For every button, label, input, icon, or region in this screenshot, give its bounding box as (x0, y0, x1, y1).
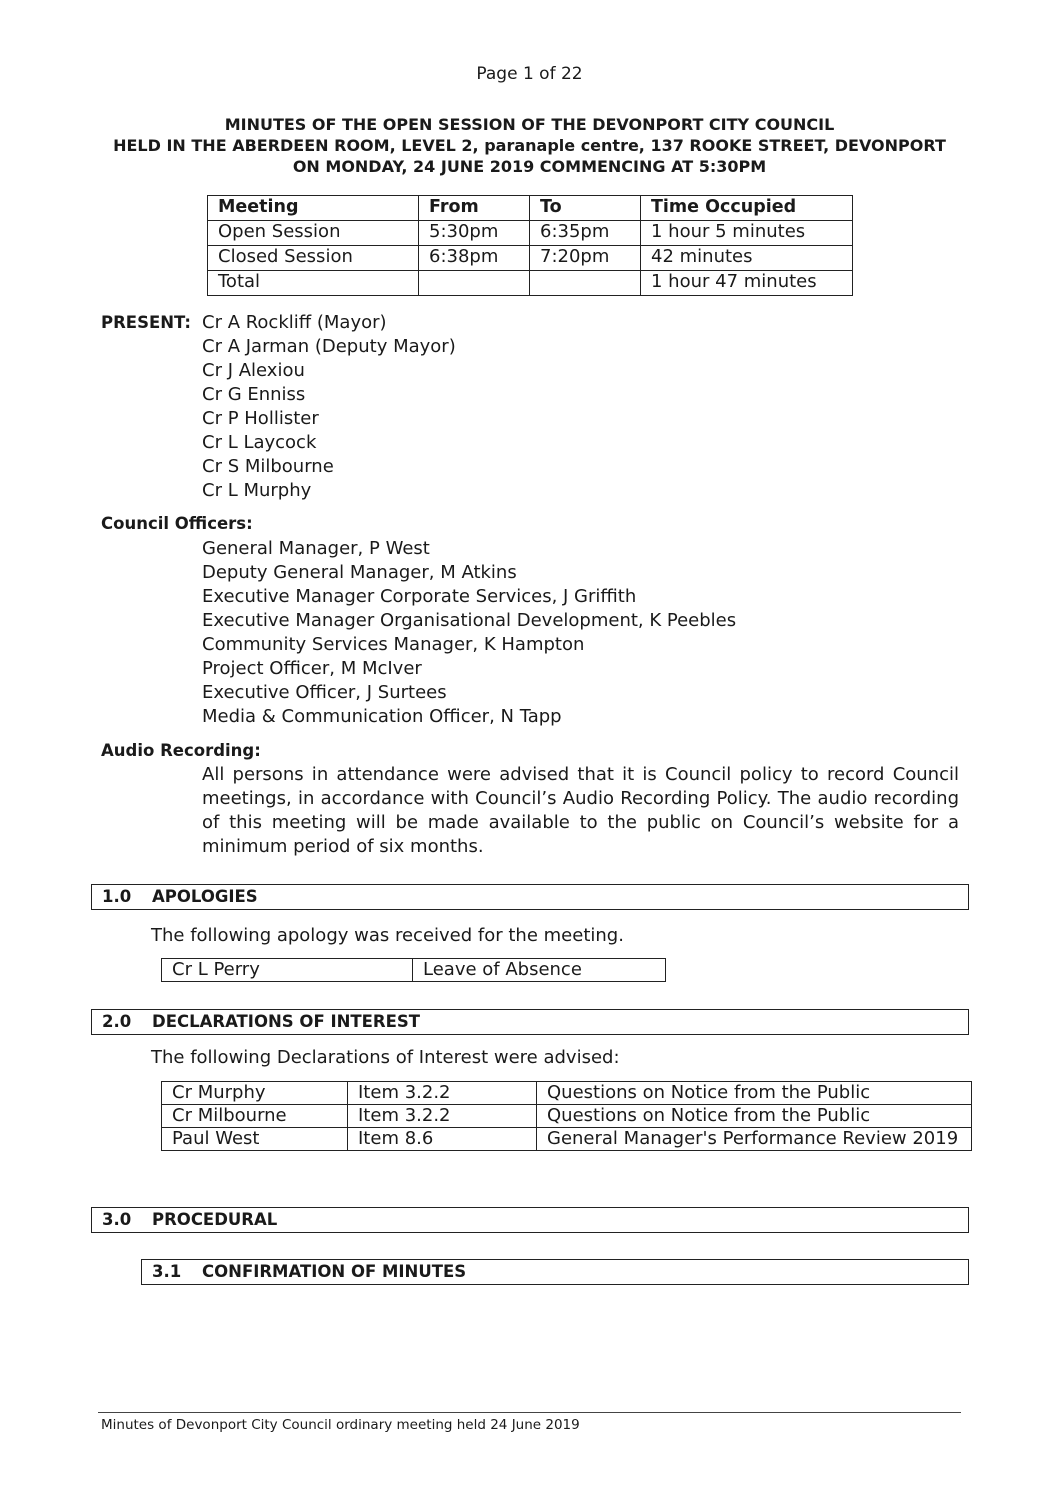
table-cell: General Manager's Performance Review 2019 (537, 1128, 972, 1151)
list-item: Project Officer, M McIver (202, 658, 422, 679)
list-item: Cr G Enniss (202, 384, 306, 405)
table-cell: Cr Murphy (162, 1082, 348, 1105)
present-label: PRESENT: (101, 313, 191, 332)
title-line-3: ON MONDAY, 24 JUNE 2019 COMMENCING AT 5:30PM (292, 157, 767, 176)
table-cell: Questions on Notice from the Public (537, 1082, 972, 1105)
list-item: Cr P Hollister (202, 408, 319, 429)
audio-paragraph: All persons in attendance were advised that it is Council policy to record Council meetings, in accordance with Council’s Audio Recording Policy. The audio recording of this meeting will be made available to the public on Council’s website for a minimum period of six months. (202, 764, 959, 857)
table-cell: 1 hour 47 minutes (641, 271, 853, 296)
list-item: Cr L Murphy (202, 480, 312, 501)
list-item: Cr A Rockliff (Mayor) (202, 312, 387, 333)
section-title: PROCEDURAL (152, 1210, 278, 1229)
table-cell: 5:30pm (419, 221, 530, 246)
table-cell (419, 271, 530, 296)
footer-divider (98, 1412, 961, 1413)
officers-list (202, 537, 736, 729)
table-row (162, 1128, 972, 1151)
table-cell: Cr L Perry (162, 959, 413, 982)
column-header: From (419, 196, 530, 221)
page-number: Page 1 of 22 (476, 64, 583, 84)
list-item: Media & Communication Officer, N Tapp (202, 706, 562, 727)
officers-label: Council Officers: (101, 514, 253, 533)
table-header-row (208, 196, 853, 221)
column-header: Meeting (208, 196, 419, 221)
title-line-2: HELD IN THE ABERDEEN ROOM, LEVEL 2, paranaple centre, 137 ROOKE STREET, DEVONPORT (113, 136, 946, 155)
section-title: DECLARATIONS OF INTEREST (152, 1012, 421, 1031)
declarations-table (161, 1081, 972, 1151)
column-header: To (530, 196, 641, 221)
section-declarations-heading (91, 1009, 969, 1035)
list-item: Cr S Milbourne (202, 456, 334, 477)
list-item: Executive Manager Organisational Development, K Peebles (202, 610, 737, 631)
present-list (202, 311, 456, 503)
table-cell: Item 3.2.2 (348, 1105, 537, 1128)
page-footer: Minutes of Devonport City Council ordinary meeting held 24 June 2019 (101, 1417, 580, 1433)
table-cell: Closed Session (208, 246, 419, 271)
list-item: Executive Officer, J Surtees (202, 682, 447, 703)
section-title: APOLOGIES (152, 887, 258, 906)
audio-label: Audio Recording: (101, 741, 261, 760)
table-cell: Total (208, 271, 419, 296)
list-item: General Manager, P West (202, 538, 430, 559)
table-row (162, 1082, 972, 1105)
section-title: CONFIRMATION OF MINUTES (202, 1262, 467, 1281)
section-number: 3.1 (152, 1262, 182, 1281)
table-cell: 7:20pm (530, 246, 641, 271)
table-cell: Questions on Notice from the Public (537, 1105, 972, 1128)
table-cell (530, 271, 641, 296)
apologies-intro: The following apology was received for the meeting. (151, 925, 624, 946)
list-item: Cr L Laycock (202, 432, 317, 453)
list-item: Cr A Jarman (Deputy Mayor) (202, 336, 456, 357)
table-row (208, 221, 853, 246)
declarations-intro: The following Declarations of Interest were advised: (151, 1047, 620, 1068)
table-cell: Paul West (162, 1128, 348, 1151)
apologies-table (161, 958, 666, 982)
table-cell: 6:38pm (419, 246, 530, 271)
table-row (208, 246, 853, 271)
table-row (162, 1105, 972, 1128)
section-number: 3.0 (102, 1210, 132, 1229)
section-number: 2.0 (102, 1012, 132, 1031)
section-confirmation-heading (141, 1259, 969, 1285)
meeting-time-table (207, 195, 853, 296)
section-number: 1.0 (102, 887, 132, 906)
table-cell: Item 8.6 (348, 1128, 537, 1151)
column-header: Time Occupied (641, 196, 853, 221)
list-item: Community Services Manager, K Hampton (202, 634, 585, 655)
table-cell: 6:35pm (530, 221, 641, 246)
title-line-1: MINUTES OF THE OPEN SESSION OF THE DEVONPORT CITY COUNCIL (224, 115, 835, 134)
minutes-title (60, 114, 999, 177)
table-cell: 1 hour 5 minutes (641, 221, 853, 246)
table-row (162, 959, 666, 982)
section-apologies-heading (91, 884, 969, 910)
list-item: Cr J Alexiou (202, 360, 305, 381)
table-cell: Item 3.2.2 (348, 1082, 537, 1105)
section-procedural-heading (91, 1207, 969, 1233)
table-cell: Cr Milbourne (162, 1105, 348, 1128)
list-item: Deputy General Manager, M Atkins (202, 562, 517, 583)
table-cell: Leave of Absence (413, 959, 666, 982)
table-row (208, 271, 853, 296)
list-item: Executive Manager Corporate Services, J Griffith (202, 586, 637, 607)
table-cell: 42 minutes (641, 246, 853, 271)
table-cell: Open Session (208, 221, 419, 246)
